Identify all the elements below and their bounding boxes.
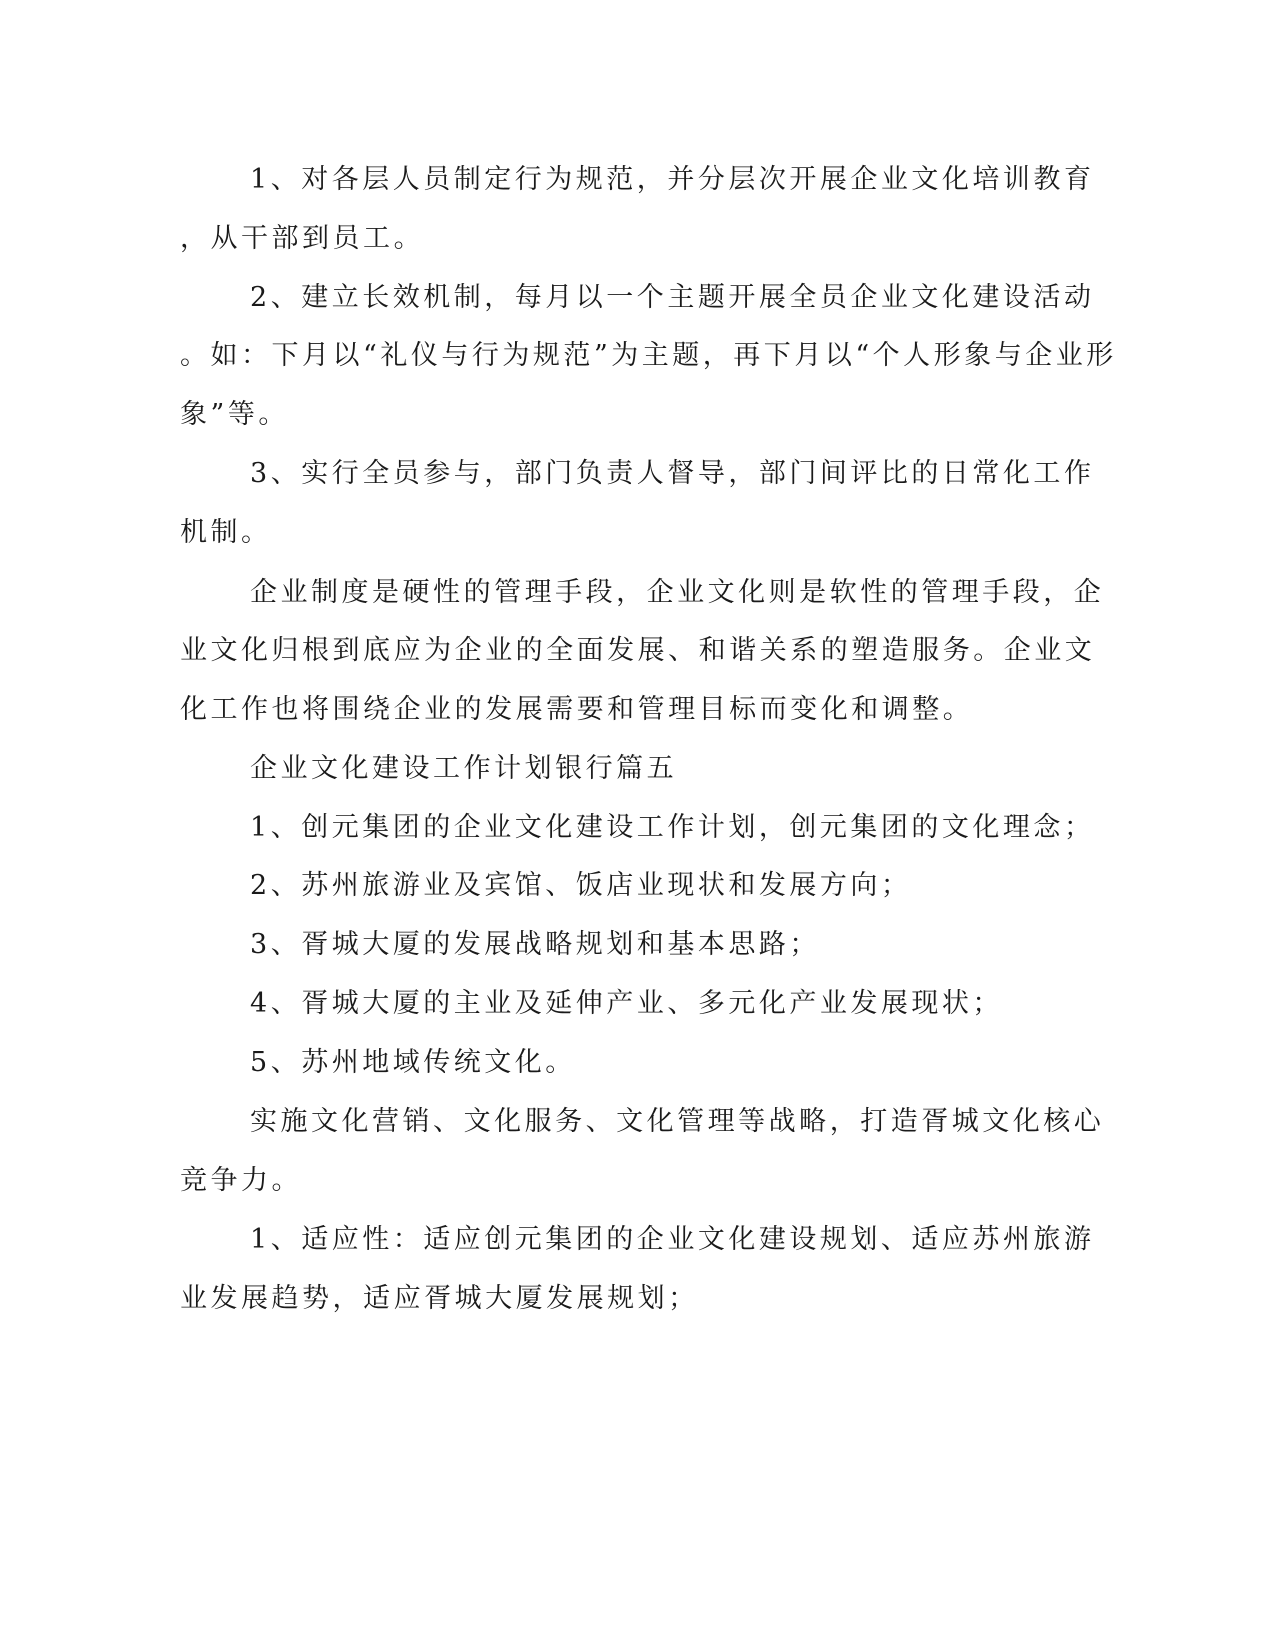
text-line: 3、胥城大厦的发展战略规划和基本思路； [250,929,820,960]
text-line: 象”等。 [180,399,289,430]
text-line: 业文化归根到底应为企业的全面发展、和谐关系的塑造服务。企业文 [180,635,1096,666]
text-line: 5、苏州地域传统文化。 [250,1047,576,1078]
text-line: 1、适应性：适应创元集团的企业文化建设规划、适应苏州旅游 [250,1224,1095,1255]
text-line: 竞争力。 [180,1165,303,1196]
text-line: 业发展趋势，适应胥城大厦发展规划； [180,1283,699,1314]
text-line: 企业制度是硬性的管理手段，企业文化则是软性的管理手段，企 [250,577,1105,608]
text-line: 4、胥城大厦的主业及延伸产业、多元化产业发展现状； [250,988,1003,1019]
text-line: 。如：下月以“礼仪与行为规范”为主题，再下月以“个人形象与企业形 [180,340,1117,371]
text-line: 机制。 [180,517,272,548]
text-line: 化工作也将围绕企业的发展需要和管理目标而变化和调整。 [180,694,974,725]
text-line: 3、实行全员参与，部门负责人督导，部门间评比的日常化工作 [250,458,1095,489]
text-line: 实施文化营销、文化服务、文化管理等战略，打造胥城文化核心 [250,1106,1105,1137]
text-line: ，从干部到员工。 [180,223,425,254]
text-line: 2、建立长效机制，每月以一个主题开展全员企业文化建设活动 [250,282,1095,313]
section-heading: 企业文化建设工作计划银行篇五 [250,753,678,784]
text-line: 1、对各层人员制定行为规范，并分层次开展企业文化培训教育 [250,164,1095,195]
text-line: 2、苏州旅游业及宾馆、饭店业现状和发展方向； [250,870,912,901]
text-line: 1、创元集团的企业文化建设工作计划，创元集团的文化理念； [250,812,1095,843]
